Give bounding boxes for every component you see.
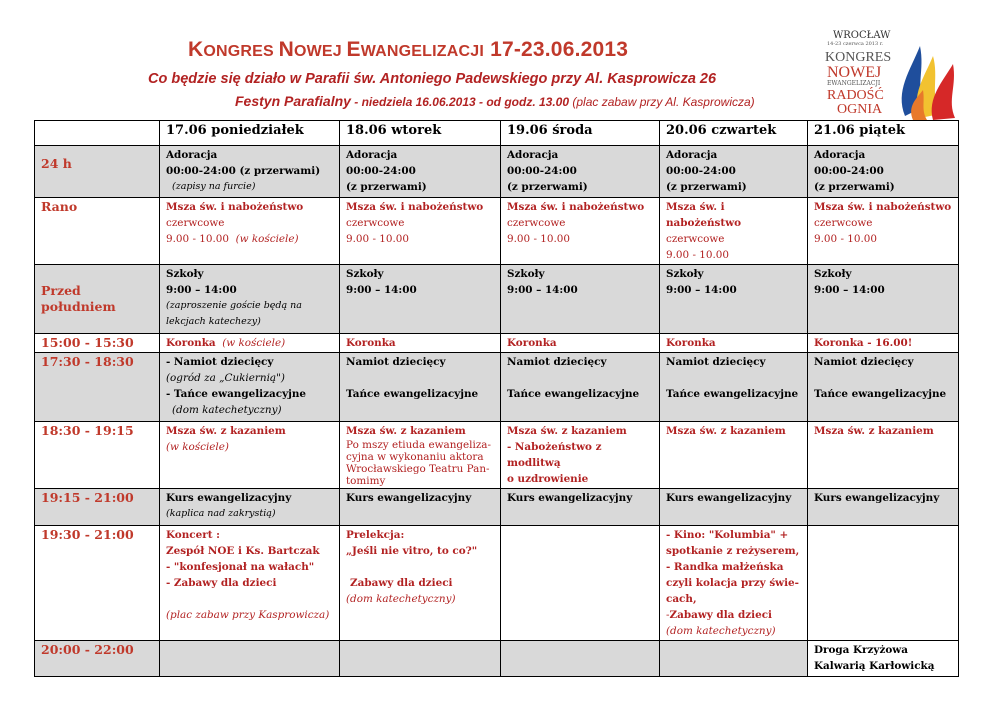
table-cell: [340, 641, 501, 677]
table-cell: Namiot dziecięcy Tańce ewangelizacyjne: [340, 353, 501, 422]
table-cell: Msza św. z kazaniem - Nabożeństwo z modlitwą o uzdrowienie: [501, 422, 660, 489]
table-cell: Msza św. i nabożeństwo czerwcowe 9.00 - 10.00: [501, 198, 660, 265]
table-cell: Adoracja 00:00-24:00 (z przerwami) (zapisy na furcie): [160, 146, 340, 198]
table-cell: Msza św. i nabożeństwo czerwcowe 9.00 - 10.00: [660, 198, 808, 265]
table-row: [35, 198, 959, 265]
table-cell: Msza św. z kazaniem: [660, 422, 808, 489]
table-cell: Kurs ewangelizacyjny: [808, 489, 959, 526]
table-row: [35, 146, 959, 198]
table-cell: [660, 641, 808, 677]
table-cell: Namiot dziecięcy Tańce ewangelizacyjne: [808, 353, 959, 422]
table-cell: Adoracja 00:00-24:00 (z przerwami): [501, 146, 660, 198]
table-row: [35, 334, 959, 353]
table-cell: [160, 641, 340, 677]
table-cell: Koronka: [660, 334, 808, 353]
table-cell: Kurs ewangelizacyjny: [340, 489, 501, 526]
table-cell: Szkoły 9:00 – 14:00: [808, 265, 959, 334]
row-label: Przed południem: [35, 265, 160, 334]
table-cell: Msza św. i nabożeństwo czerwcowe 9.00 - 10.00: [340, 198, 501, 265]
table-cell: Adoracja 00:00-24:00 (z przerwami): [340, 146, 501, 198]
table-cell: Msza św. i nabożeństwo czerwcowe 9.00 - 10.00: [808, 198, 959, 265]
table-cell: Kurs ewangelizacyjny (kaplica nad zakrystią): [160, 489, 340, 526]
table-cell: Koronka: [340, 334, 501, 353]
row-label: 18:30 - 19:15: [35, 422, 160, 489]
table-cell: Koronka (w kościele): [160, 334, 340, 353]
day-header: 17.06 poniedziałek: [160, 121, 340, 146]
table-cell: Adoracja 00:00-24:00 (z przerwami): [660, 146, 808, 198]
table-cell: [501, 641, 660, 677]
table-cell: Szkoły 9:00 – 14:00: [660, 265, 808, 334]
table-row: [35, 526, 959, 641]
table-row: [35, 422, 959, 489]
table-cell: [808, 526, 959, 641]
table-cell: Kurs ewangelizacyjny: [660, 489, 808, 526]
table-row: [35, 641, 959, 677]
table-header-row: [35, 121, 959, 146]
table-row: [35, 265, 959, 334]
table-cell: [501, 526, 660, 641]
table-cell: Kurs ewangelizacyjny: [501, 489, 660, 526]
day-header: 18.06 wtorek: [340, 121, 501, 146]
table-row: [35, 353, 959, 422]
row-label: Rano: [35, 198, 160, 265]
row-label: 19:15 - 21:00: [35, 489, 160, 526]
table-cell: Droga Krzyżowa Kalwarią Karłowicką: [808, 641, 959, 677]
table-cell: Msza św. z kazaniem: [808, 422, 959, 489]
row-label: 24 h: [35, 146, 160, 198]
day-header: 20.06 czwartek: [660, 121, 808, 146]
table-cell: Namiot dziecięcy Tańce ewangelizacyjne: [501, 353, 660, 422]
table-cell: Szkoły 9:00 – 14:00 (zaproszenie goście będą na lekcjach katechezy): [160, 265, 340, 334]
table-cell: Msza św. i nabożeństwo czerwcowe 9.00 - 10.00 (w kościele): [160, 198, 340, 265]
table-cell: Adoracja 00:00-24:00 (z przerwami): [808, 146, 959, 198]
table-cell: Msza św. z kazaniem (w kościele): [160, 422, 340, 489]
flame-icon: [895, 36, 965, 124]
day-header: 19.06 środa: [501, 121, 660, 146]
page-title: KONGRES NOWEJ EWANGELIZACJI 17-23.06.2013: [188, 38, 629, 61]
row-label: 15:00 - 15:30: [35, 334, 160, 353]
table-cell: Szkoły 9:00 – 14:00: [340, 265, 501, 334]
table-cell: Szkoły 9:00 – 14:00: [501, 265, 660, 334]
table-cell: Msza św. z kazaniem Po mszy etiuda ewangeliza-cyjna w wykonaniu aktora Wrocławskiego Teatru Pan-tomimy: [340, 422, 501, 489]
page-subtitle: Co będzie się działo w Parafii św. Antoniego Padewskiego przy Al. Kasprowicza 26: [148, 71, 717, 87]
table-cell: Prelekcja: „Jeśli nie vitro, to co?" Zabawy dla dzieci (dom katechetyczny): [340, 526, 501, 641]
congress-logo: WROCŁAW 14-23 czerwca 2013 r. KONGRES NOWEJ EWANGELIZACJI RADOŚĆ OGNIA: [815, 28, 965, 123]
festyn-line: Festyn Parafialny - niedziela 16.06.2013 - od godz. 13.00 (plac zabaw przy Al. Kasprowicza): [235, 93, 755, 109]
schedule-table: [34, 120, 959, 677]
table-row: [35, 489, 959, 526]
table-cell: Koncert : Zespół NOE i Ks. Bartczak - "konfesjonał na wałach" - Zabawy dla dzieci (plac zabaw przy Kasprowicza): [160, 526, 340, 641]
table-cell: Koronka - 16.00!: [808, 334, 959, 353]
table-cell: - Namiot dziecięcy (ogród za „Cukiernią") - Tańce ewangelizacyjne (dom katechetyczny): [160, 353, 340, 422]
table-cell: - Kino: "Kolumbia" + spotkanie z reżyserem, - Randka małżeńska czyli kolacja przy świe- cach, -Zabawy dla dzieci (dom katechetyczny): [660, 526, 808, 641]
row-label: 17:30 - 18:30: [35, 353, 160, 422]
table-cell: Koronka: [501, 334, 660, 353]
corner-cell: [35, 121, 160, 146]
day-header: 21.06 piątek: [808, 121, 959, 146]
table-cell: Namiot dziecięcy Tańce ewangelizacyjne: [660, 353, 808, 422]
row-label: 19:30 - 21:00: [35, 526, 160, 641]
row-label: 20:00 - 22:00: [35, 641, 160, 677]
